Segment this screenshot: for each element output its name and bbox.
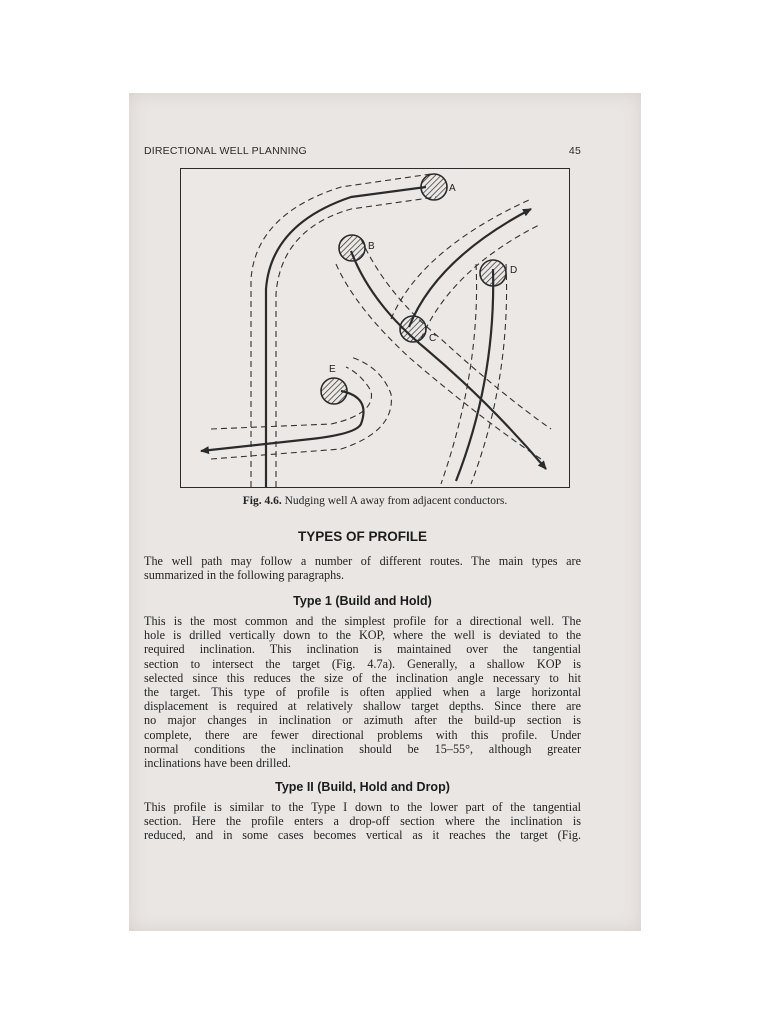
caption-text: Nudging well A away from adjacent conductors. xyxy=(284,495,508,507)
conductor-e xyxy=(321,378,347,404)
well-d-path xyxy=(456,269,493,481)
text-line: section. Here the profile enters a drop-off section where the inclination is xyxy=(144,814,581,829)
conductor-d xyxy=(480,260,506,286)
text-line: section to intersect the target (Fig. 4.7a). Generally, a shallow KOP is xyxy=(144,656,581,671)
conductor-a xyxy=(421,174,447,200)
text-line: selected since this reduces the size of the inclination angle necessary to hit xyxy=(144,670,581,685)
nudging-diagram xyxy=(181,169,571,489)
well-paths xyxy=(201,187,546,487)
clearance-boundaries xyxy=(211,174,551,487)
conductor-c xyxy=(400,316,426,342)
label-c: C xyxy=(429,333,437,344)
label-e: E xyxy=(329,364,336,375)
label-d: D xyxy=(510,265,518,276)
type1-paragraph xyxy=(144,614,581,770)
text-line: hole is drilled vertically down to the KOP, where the well is deviated to the xyxy=(144,628,581,643)
type2-paragraph xyxy=(144,800,581,843)
text-line: normal conditions the inclination should be 15–55°, although greater xyxy=(144,741,581,756)
text-line: displacement is required at relatively shallow target depths. Since there are xyxy=(144,699,581,714)
text-line: the target. This type of profile is often applied when a large horizontal xyxy=(144,685,581,700)
figure-4-6 xyxy=(180,168,570,488)
text-line: This profile is similar to the Type I down to the lower part of the tangential xyxy=(144,800,581,814)
text-line: This is the most common and the simplest profile for a directional well. The xyxy=(144,614,581,628)
type1-heading: Type 1 (Build and Hold) xyxy=(293,594,432,608)
text-line: complete, there are fewer directional problems with this profile. Under xyxy=(144,727,581,742)
text-line: required inclination. This inclination is maintained over the tangential xyxy=(144,642,581,657)
intro-paragraph xyxy=(144,554,581,582)
label-a: A xyxy=(449,183,456,194)
figure-caption xyxy=(180,495,570,507)
text-line: no major changes in inclination or azimuth after the build-up section is xyxy=(144,713,581,728)
page-number: 45 xyxy=(568,145,581,157)
section-title: TYPES OF PROFILE xyxy=(297,529,427,544)
text-line: The well path may follow a number of different routes. The main types are xyxy=(144,554,581,568)
conductor-b xyxy=(339,235,365,261)
conductors xyxy=(321,174,506,404)
type2-heading: Type II (Build, Hold and Drop) xyxy=(275,780,450,794)
text-line: summarized in the following paragraphs. xyxy=(144,568,345,583)
caption-number: Fig. 4.6. xyxy=(242,495,282,507)
running-title: DIRECTIONAL WELL PLANNING xyxy=(144,145,307,157)
label-b: B xyxy=(368,241,375,252)
text-line: inclinations have been drilled. xyxy=(144,756,291,771)
well-b-path xyxy=(351,251,546,469)
running-head xyxy=(144,145,581,157)
text-line: reduced, and in some cases becomes vertical as it reaches the target (Fig. xyxy=(144,828,581,843)
